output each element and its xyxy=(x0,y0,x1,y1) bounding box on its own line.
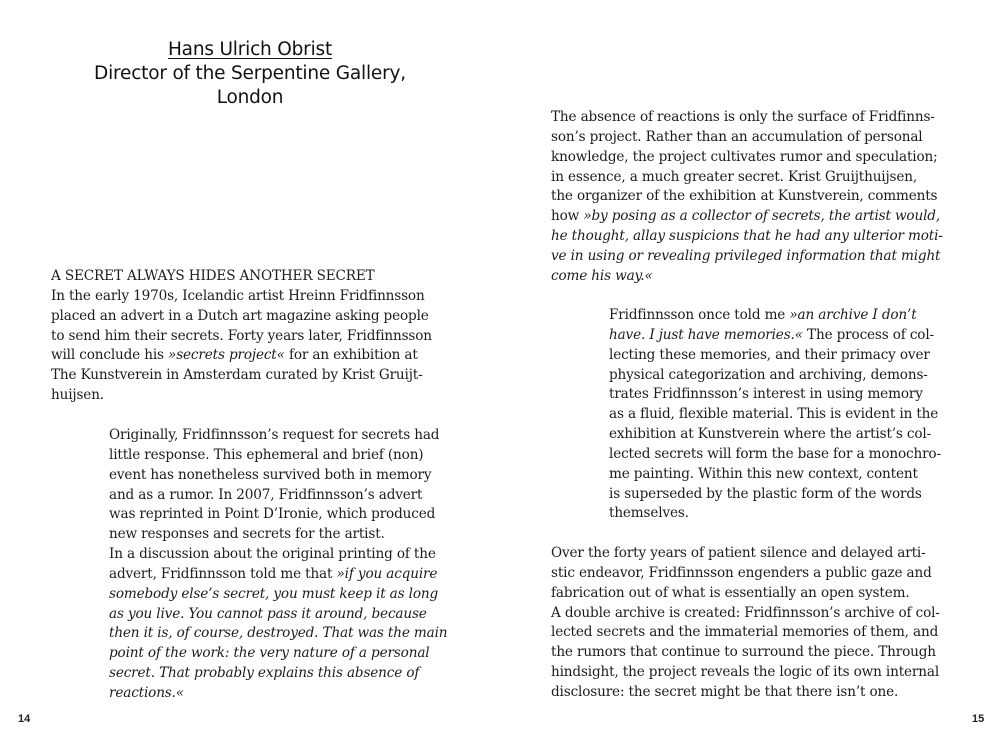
text-line: disclosure: the secret might be that there isn’t one. xyxy=(551,683,899,700)
paragraph-1-lines xyxy=(551,108,971,287)
text-line xyxy=(109,585,479,605)
text-line: knowledge, the project cultivates rumor and speculation; xyxy=(551,148,938,165)
quoted-text: »by posing as a collector of secrets, the artist would, xyxy=(583,208,940,225)
text-line: fabrication out of what is essentially an open system. xyxy=(551,584,910,601)
text-line: in essence, a much greater secret. Krist Gruijthuijsen, xyxy=(551,168,918,185)
text-line: exhibition at Kunstverein where the artist’s col- xyxy=(609,426,932,443)
text-line: the rumors that continue to surround the piece. Through xyxy=(551,644,936,661)
text-line: lected secrets will form the base for a monochro- xyxy=(609,445,941,462)
intro-paragraph xyxy=(51,287,471,406)
text-line: is superseded by the plastic form of the words xyxy=(609,485,922,502)
text-line: In the early 1970s, Icelandic artist Hreinn Fridfinnsson xyxy=(51,287,425,304)
text-line: lected secrets and the immaterial memories of them, and xyxy=(551,624,939,641)
quoted-text: secret. That probably explains this absence of xyxy=(109,665,420,682)
text-line: hindsight, the project reveals the logic of its own internal xyxy=(551,664,940,681)
quoted-text: »an archive I don’t xyxy=(789,307,917,323)
text-line xyxy=(109,684,479,704)
quoted-text: somebody else’s secret, you must keep it as long xyxy=(109,585,439,602)
author-role-line-1: Director of the Serpentine Gallery, xyxy=(94,63,406,84)
author-name: Hans Ulrich Obrist xyxy=(167,39,333,60)
text-line: Originally, Fridfinnsson’s request for secrets had xyxy=(109,427,440,443)
author-title-block xyxy=(60,38,440,110)
quoted-text: reactions.« xyxy=(109,684,184,701)
indented-quote-paragraph xyxy=(109,426,479,704)
text-line: as a fluid, flexible material. This is evident in the xyxy=(609,406,939,423)
text-line xyxy=(109,605,479,625)
page-number-right: 15 xyxy=(972,713,985,725)
text-line: placed an advert in a Dutch art magazine asking people xyxy=(51,307,429,324)
text-segment: will conclude his xyxy=(51,347,169,364)
text-line xyxy=(51,346,471,366)
paragraph-2-lines xyxy=(551,544,971,703)
text-line xyxy=(551,247,971,267)
text-line xyxy=(551,267,971,287)
text-line: huijsen. xyxy=(51,387,104,404)
text-line: A double archive is created: Fridfinnsson’s archive of col- xyxy=(551,604,940,621)
text-segment: how xyxy=(551,208,584,225)
quoted-text: he thought, allay suspicions that he had any ulterior moti- xyxy=(551,228,943,245)
text-line: The absence of reactions is only the surface of Fridfinns- xyxy=(551,109,935,125)
quoted-text: point of the work: the very nature of a personal xyxy=(109,645,430,662)
paragraph-2 xyxy=(551,544,971,703)
text-line xyxy=(551,227,971,247)
text-line xyxy=(551,207,971,227)
paragraph-1 xyxy=(551,108,971,287)
author-role-line-2: London xyxy=(216,87,284,108)
text-line: and as a rumor. In 2007, Fridfinnsson’s advert xyxy=(109,486,423,503)
text-line: the organizer of the exhibition at Kunstverein, comments xyxy=(551,188,938,205)
text-line xyxy=(109,624,479,644)
page-number-left: 14 xyxy=(18,713,31,725)
text-line: event has nonetheless survived both in memory xyxy=(109,466,432,483)
text-line xyxy=(609,306,979,326)
text-line: stic endeavor, Fridfinnsson engenders a public gaze and xyxy=(551,564,932,581)
text-line: physical categorization and archiving, demons- xyxy=(609,366,928,383)
quoted-text: have. I just have memories.« xyxy=(609,326,803,343)
section-heading: A SECRET ALWAYS HIDES ANOTHER SECRET xyxy=(51,268,375,284)
text-line xyxy=(109,644,479,664)
text-line: The Kunstverein in Amsterdam curated by Krist Gruijt- xyxy=(51,367,423,384)
text-line: son’s project. Rather than an accumulation of personal xyxy=(551,128,923,145)
text-line: to send him their secrets. Forty years later, Fridfinnsson xyxy=(51,327,432,344)
quoted-text: ve in using or revealing privileged information that might xyxy=(551,247,941,264)
text-line xyxy=(109,664,479,684)
text-line: lecting these memories, and their primacy over xyxy=(609,346,930,363)
quoted-text: come his way.« xyxy=(551,267,653,284)
quoted-text: as you live. You cannot pass it around, because xyxy=(109,605,427,622)
text-segment: advert, Fridfinnsson told me that xyxy=(109,565,337,582)
text-line: In a discussion about the original printing of the xyxy=(109,546,436,563)
quoted-text: »secrets project« xyxy=(168,347,285,364)
quote-paragraph-lines xyxy=(109,426,479,704)
text-segment: Fridfinnsson once told me xyxy=(609,307,790,323)
text-line: Over the forty years of patient silence and delayed arti- xyxy=(551,545,926,561)
text-line: little response. This ephemeral and brief (non) xyxy=(109,446,424,463)
text-line: trates Fridfinnsson’s interest in using memory xyxy=(609,386,923,403)
text-segment: for an exhibition at xyxy=(284,347,418,364)
indented-memory-paragraph xyxy=(609,306,979,524)
quoted-text: then it is, of course, destroyed. That was the main xyxy=(109,625,448,642)
text-line: was reprinted in Point D’Ironie, which produced xyxy=(109,506,436,523)
text-line: themselves. xyxy=(609,505,689,522)
intro-section xyxy=(51,267,471,406)
right-page xyxy=(500,0,1000,741)
text-line xyxy=(609,326,979,346)
quoted-text: »if you acquire xyxy=(336,565,438,582)
text-line: me painting. Within this new context, content xyxy=(609,465,918,482)
memory-paragraph-lines xyxy=(609,306,979,524)
text-line xyxy=(109,565,479,585)
text-line: new responses and secrets for the artist. xyxy=(109,526,385,543)
text-segment: The process of col- xyxy=(802,326,934,343)
